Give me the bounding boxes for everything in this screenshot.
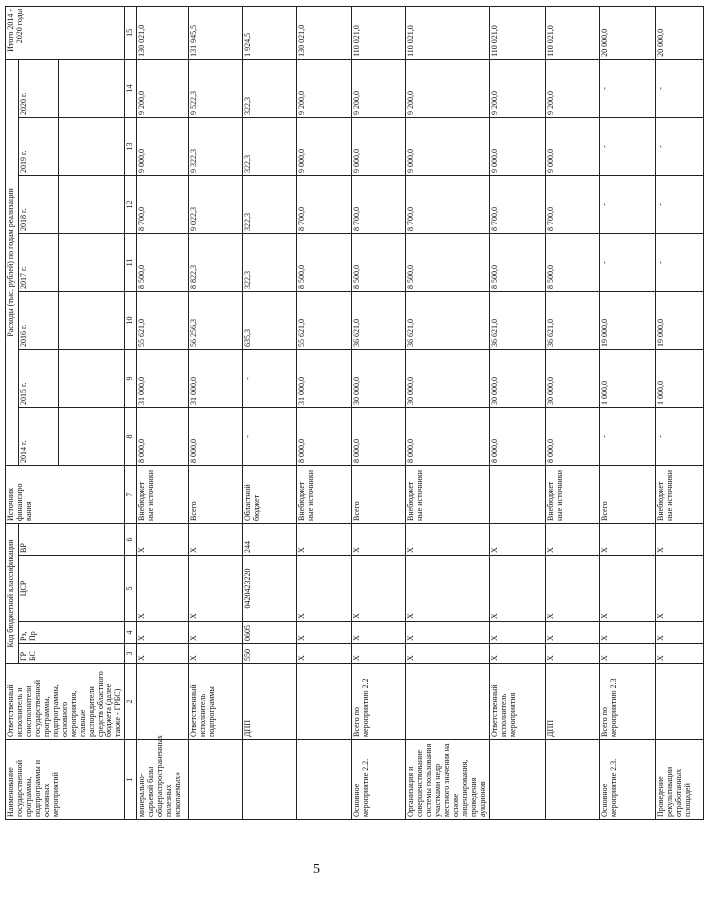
- row-year-value: 8 000,0: [297, 407, 352, 465]
- row-name: [297, 740, 352, 820]
- row-source: Внебюджет ные источники: [545, 465, 599, 523]
- row-total: 20 000,0: [655, 6, 703, 59]
- row-year-value: 36 621,0: [489, 291, 545, 349]
- row-year-value: 36 621,0: [545, 291, 599, 349]
- budget-table: [5, 6, 704, 820]
- col-number: 2: [125, 664, 137, 740]
- row-year-value: -: [599, 407, 655, 465]
- row-csr: X: [189, 556, 243, 622]
- row-year-value: -: [599, 59, 655, 117]
- header-executor: Ответственный исполнитель и соисполнители государственной программы, подпрограммы, основного мероприятия, главные распорядители средств областного бюджета (далее также - ГРБС): [6, 664, 125, 740]
- row-csr: X: [137, 556, 189, 622]
- row-year-value: 8 500,0: [406, 233, 490, 291]
- row-total: 20 000,0: [599, 6, 655, 59]
- row-rzpr: X: [137, 622, 189, 644]
- row-year-value: 56 256,3: [189, 291, 243, 349]
- row-name: минерально-сырьевой базы общераспространенных полезных ископаемых»: [137, 740, 189, 820]
- row-year-value: 31 000,0: [189, 349, 243, 407]
- row-grbs: X: [137, 644, 189, 664]
- row-executor: [297, 664, 352, 740]
- header-name: Наименование государственной программы, подпрограммы и основных мероприятий: [6, 740, 125, 820]
- row-source: [489, 465, 545, 523]
- row-executor: [406, 664, 490, 740]
- row-rzpr: X: [655, 622, 703, 644]
- row-year-value: 9 200,0: [137, 59, 189, 117]
- row-year-value: 8 700,0: [406, 175, 490, 233]
- col-number: 7: [125, 465, 137, 523]
- col-number: 3: [125, 644, 137, 664]
- row-year-value: -: [655, 59, 703, 117]
- header-csr: ЦСР: [19, 556, 125, 622]
- col-number: 12: [125, 175, 137, 233]
- row-executor: [655, 664, 703, 740]
- header-year: 2020 г.: [19, 59, 59, 117]
- row-year-value: 9 200,0: [489, 59, 545, 117]
- row-total: 130 021,0: [297, 6, 352, 59]
- row-year-value: 9 200,0: [297, 59, 352, 117]
- row-year-value: 9 200,0: [406, 59, 490, 117]
- row-year-value: 30 000,0: [406, 349, 490, 407]
- row-year-value: 9 000,0: [489, 117, 545, 175]
- row-name: Проведение рекультивации отработанных площадей: [655, 740, 703, 820]
- row-year-value: -: [243, 349, 297, 407]
- header-year: 2015 г.: [19, 349, 59, 407]
- row-year-value: 8 700,0: [489, 175, 545, 233]
- row-year-value: 8 500,0: [352, 233, 406, 291]
- header-year: 2014 г.: [19, 407, 59, 465]
- row-total: 110 021,0: [352, 6, 406, 59]
- row-csr: X: [489, 556, 545, 622]
- header-source: Источник финансиро вания: [6, 465, 125, 523]
- row-csr: X: [352, 556, 406, 622]
- row-vr: X: [655, 523, 703, 555]
- col-number: 8: [125, 407, 137, 465]
- row-grbs: X: [297, 644, 352, 664]
- row-executor: ДПП: [545, 664, 599, 740]
- row-year-value: 31 000,0: [297, 349, 352, 407]
- row-year-value: -: [599, 117, 655, 175]
- row-year-value: 1 000,0: [655, 349, 703, 407]
- row-source: Внебюджет ные источники: [406, 465, 490, 523]
- row-csr: 0420423220: [243, 556, 297, 622]
- table-row: [137, 6, 189, 819]
- row-name: [545, 740, 599, 820]
- table-row: [352, 6, 406, 819]
- table-row: [189, 6, 243, 819]
- row-vr: X: [137, 523, 189, 555]
- row-grbs: X: [406, 644, 490, 664]
- header-budget-code: Код бюджетной классификации: [6, 523, 19, 663]
- row-year-value: 9 200,0: [352, 59, 406, 117]
- row-rzpr: X: [406, 622, 490, 644]
- row-year-value: 8 822,3: [189, 233, 243, 291]
- row-source: Всего: [352, 465, 406, 523]
- row-rzpr: X: [189, 622, 243, 644]
- row-year-value: 9 000,0: [352, 117, 406, 175]
- row-year-value: 8 500,0: [545, 233, 599, 291]
- row-year-value: 8 700,0: [297, 175, 352, 233]
- row-year-value: 8 000,0: [545, 407, 599, 465]
- header-year: 2019 г.: [19, 117, 59, 175]
- table-row: [243, 6, 297, 819]
- row-year-value: 30 000,0: [545, 349, 599, 407]
- row-year-value: 9 000,0: [545, 117, 599, 175]
- header-year: 2017 г.: [19, 233, 59, 291]
- row-year-value: 19 000,0: [655, 291, 703, 349]
- row-total: 110 021,0: [489, 6, 545, 59]
- row-year-value: 322,3: [243, 175, 297, 233]
- row-grbs: 550: [243, 644, 297, 664]
- col-number: 10: [125, 291, 137, 349]
- row-total: 131 945,5: [189, 6, 243, 59]
- row-year-value: 8 500,0: [137, 233, 189, 291]
- row-executor: ДПП: [243, 664, 297, 740]
- row-rzpr: X: [352, 622, 406, 644]
- row-vr: X: [189, 523, 243, 555]
- row-grbs: X: [545, 644, 599, 664]
- row-year-value: 8 000,0: [189, 407, 243, 465]
- row-year-value: 322,3: [243, 233, 297, 291]
- row-year-value: 9 522,3: [189, 59, 243, 117]
- col-number: 9: [125, 349, 137, 407]
- row-year-value: 1 000,0: [599, 349, 655, 407]
- row-vr: X: [406, 523, 490, 555]
- row-name: [189, 740, 243, 820]
- row-grbs: X: [489, 644, 545, 664]
- row-name: Организация и совершенствование системы пользования участками недр местного значения на основе лицензирования, проведения аукционов: [406, 740, 490, 820]
- row-source: Внебюджет ные источники: [297, 465, 352, 523]
- row-year-value: 9 322,3: [189, 117, 243, 175]
- row-year-value: 635,3: [243, 291, 297, 349]
- row-year-value: 9 000,0: [406, 117, 490, 175]
- row-name: Основное мероприятие 2.3.: [599, 740, 655, 820]
- col-number: 14: [125, 59, 137, 117]
- row-year-value: 8 500,0: [297, 233, 352, 291]
- page-number: 5: [313, 862, 320, 877]
- row-vr: X: [352, 523, 406, 555]
- table-row: [297, 6, 352, 819]
- row-year-value: 30 000,0: [489, 349, 545, 407]
- row-year-value: 8 000,0: [137, 407, 189, 465]
- row-year-value: 322,3: [243, 117, 297, 175]
- header-year: 2018 г.: [19, 175, 59, 233]
- row-year-value: 19 000,0: [599, 291, 655, 349]
- row-year-value: 8 700,0: [352, 175, 406, 233]
- row-total: 110 021,0: [406, 6, 490, 59]
- row-year-value: 36 621,0: [352, 291, 406, 349]
- col-number: 6: [125, 523, 137, 555]
- row-rzpr: X: [599, 622, 655, 644]
- row-vr: 244: [243, 523, 297, 555]
- header-expenses: Расходы (тыс. рублей) по годам реализации: [6, 59, 19, 465]
- row-year-value: 8 000,0: [352, 407, 406, 465]
- row-csr: X: [655, 556, 703, 622]
- row-year-value: 8 700,0: [137, 175, 189, 233]
- row-vr: X: [297, 523, 352, 555]
- row-year-value: 8 500,0: [489, 233, 545, 291]
- row-name: Основное мероприятие 2.2.: [352, 740, 406, 820]
- row-total: 130 021,0: [137, 6, 189, 59]
- col-number: 5: [125, 556, 137, 622]
- table-row: [545, 6, 599, 819]
- row-year-value: -: [655, 117, 703, 175]
- row-executor: Ответственный исполнитель мероприятия: [489, 664, 545, 740]
- row-csr: X: [599, 556, 655, 622]
- row-year-value: 8 700,0: [545, 175, 599, 233]
- row-year-value: 9 200,0: [545, 59, 599, 117]
- row-csr: X: [297, 556, 352, 622]
- col-number: 4: [125, 622, 137, 644]
- row-name: [489, 740, 545, 820]
- row-year-value: 9 000,0: [137, 117, 189, 175]
- row-year-value: 55 621,0: [297, 291, 352, 349]
- row-executor: Всего по мероприятию 2.2: [352, 664, 406, 740]
- row-year-value: 8 000,0: [406, 407, 490, 465]
- col-number: 1: [125, 740, 137, 820]
- row-total: 110 021,0: [545, 6, 599, 59]
- row-year-value: 30 000,0: [352, 349, 406, 407]
- header-grbs: ГР БС: [19, 644, 125, 664]
- row-year-value: -: [599, 175, 655, 233]
- col-number: 15: [125, 6, 137, 59]
- row-executor: Ответственный исполнитель подпрограммы: [189, 664, 243, 740]
- row-year-value: -: [655, 233, 703, 291]
- row-vr: X: [489, 523, 545, 555]
- row-year-value: -: [655, 175, 703, 233]
- row-year-value: 55 621,0: [137, 291, 189, 349]
- row-grbs: X: [352, 644, 406, 664]
- row-rzpr: 0605: [243, 622, 297, 644]
- row-year-value: 9 022,3: [189, 175, 243, 233]
- row-source: Областной бюджет: [243, 465, 297, 523]
- table-row: [489, 6, 545, 819]
- row-csr: X: [406, 556, 490, 622]
- row-year-value: -: [243, 407, 297, 465]
- row-rzpr: X: [297, 622, 352, 644]
- row-executor: Всего по мероприятию 2.3: [599, 664, 655, 740]
- row-year-value: -: [655, 407, 703, 465]
- header-year: 2016 г.: [19, 291, 59, 349]
- row-year-value: 322,3: [243, 59, 297, 117]
- row-name: [243, 740, 297, 820]
- row-csr: X: [545, 556, 599, 622]
- table-row: [406, 6, 490, 819]
- col-number: 13: [125, 117, 137, 175]
- row-year-value: -: [599, 233, 655, 291]
- row-year-value: 31 000,0: [137, 349, 189, 407]
- row-grbs: X: [189, 644, 243, 664]
- table-row: [655, 6, 703, 819]
- row-vr: X: [599, 523, 655, 555]
- row-year-value: 9 000,0: [297, 117, 352, 175]
- row-grbs: X: [599, 644, 655, 664]
- row-total: 1 924,5: [243, 6, 297, 59]
- header-vr: ВР: [19, 523, 125, 555]
- header-total: Итого 2014 - 2020 годы: [6, 6, 125, 59]
- row-executor: [137, 664, 189, 740]
- col-number: 11: [125, 233, 137, 291]
- table-row: [599, 6, 655, 819]
- row-year-value: 8 000,0: [489, 407, 545, 465]
- row-source: Всего: [599, 465, 655, 523]
- row-rzpr: X: [489, 622, 545, 644]
- row-rzpr: X: [545, 622, 599, 644]
- row-source: Всего: [189, 465, 243, 523]
- row-year-value: 36 621,0: [406, 291, 490, 349]
- header-rzpr: Рз, Пр: [19, 622, 125, 644]
- row-source: Внебюджет ные источники: [137, 465, 189, 523]
- row-vr: X: [545, 523, 599, 555]
- row-source: Внебюджет ные источники: [655, 465, 703, 523]
- row-grbs: X: [655, 644, 703, 664]
